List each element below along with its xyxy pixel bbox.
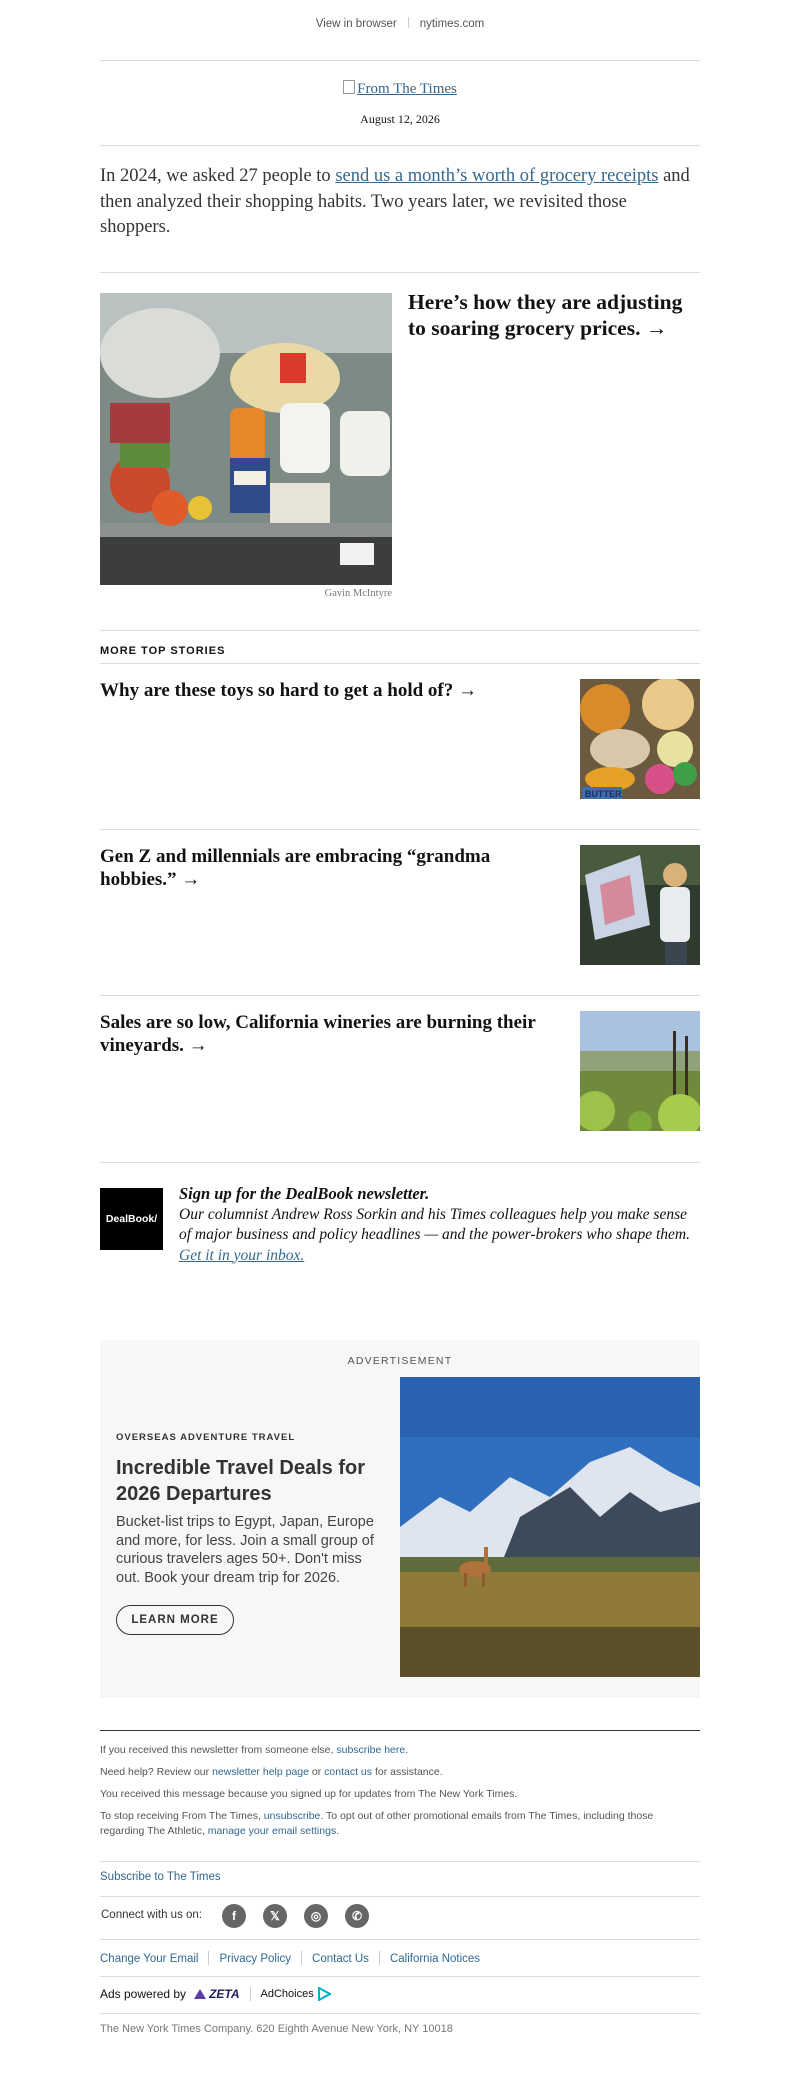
divider [100, 1162, 700, 1163]
story-headline[interactable]: Sales are so low, California wineries are burning their vineyards. → [100, 1012, 536, 1056]
learn-more-button[interactable]: LEARN MORE [116, 1605, 234, 1635]
section-label: MORE TOP STORIES [100, 645, 226, 657]
subscribe-here-link[interactable]: subscribe here [336, 1744, 406, 1756]
divider [100, 663, 700, 664]
contact-us-nav-link[interactable]: Contact Us [312, 1953, 369, 1965]
ad-label: ADVERTISEMENT [347, 1355, 453, 1367]
footer-nav [100, 1951, 480, 1965]
dealbook-heading: Sign up for the DealBook newsletter. [179, 1184, 430, 1203]
instagram-icon[interactable]: ◎ [304, 1904, 328, 1928]
footer-unsubscribe-text: To stop receiving From The Times, unsubscribe. To opt out of other promotional emails from The Times, including those regarding The Athletic, manage your email settings. [100, 1810, 654, 1837]
ad-brand: OVERSEAS ADVENTURE TRAVEL [116, 1432, 296, 1443]
adchoices-link[interactable]: AdChoices [261, 1987, 331, 2001]
story-headline[interactable]: Gen Z and millennials are embracing “grandma hobbies.” → [100, 846, 491, 890]
divider [100, 2013, 700, 2014]
divider [100, 995, 700, 996]
logo-link[interactable]: From The Times [357, 81, 457, 97]
zeta-icon [194, 1989, 206, 1999]
photo-credit: Gavin McIntyre [324, 588, 392, 599]
newsletter-logo[interactable] [0, 80, 800, 98]
adchoices-icon [317, 1987, 331, 2001]
manage-email-settings-link[interactable]: manage your email settings [207, 1825, 337, 1837]
whatsapp-icon[interactable]: ✆ [345, 1904, 369, 1928]
facebook-icon[interactable]: f [222, 1904, 246, 1928]
divider [408, 17, 409, 28]
ad-image[interactable] [400, 1377, 700, 1677]
california-notices-link[interactable]: California Notices [389, 1953, 481, 1965]
top-bar [0, 17, 800, 30]
x-icon[interactable]: 𝕏 [263, 1904, 287, 1928]
story-image[interactable] [580, 679, 700, 799]
change-email-link[interactable]: Change Your Email [100, 1953, 199, 1965]
unsubscribe-link[interactable]: unsubscribe [263, 1810, 321, 1822]
contact-us-link[interactable]: contact us [324, 1766, 373, 1778]
dealbook-body: Our columnist Andrew Ross Sorkin and his Times colleagues help you make sense of major business and policy headlines — and the power-brokers who shape them. [179, 1205, 691, 1243]
ad-body: Bucket-list trips to Egypt, Japan, Europe and more, for less. Join a small group of curious travelers ages 50+. Don't miss out. Book your dream trip for 2026. [116, 1514, 374, 1586]
connect-label: Connect with us on: [101, 1909, 203, 1921]
zeta-logo[interactable]: ZETA [194, 1987, 239, 2001]
footer-divider [100, 1730, 700, 1731]
company-address: The New York Times Company. 620 Eighth Avenue New York, NY 10018 [100, 2023, 453, 2035]
intro-paragraph: In 2024, we asked 27 people to send us a month’s worth of grocery receipts and then analyzed their shopping habits. Two years later, we revisited those shoppers. [100, 166, 690, 237]
privacy-policy-link[interactable]: Privacy Policy [219, 1953, 292, 1965]
dealbook-promo [179, 1184, 694, 1266]
divider [250, 1987, 251, 2001]
dealbook-signup-link[interactable]: Get it in your inbox. [179, 1246, 305, 1264]
newsletter-help-link[interactable]: newsletter help page [212, 1766, 309, 1778]
issue-date: August 12, 2026 [360, 112, 440, 126]
divider [100, 630, 700, 631]
grocery-receipts-link[interactable]: send us a month’s worth of grocery receipts [335, 166, 659, 186]
divider [100, 60, 700, 61]
feature-headline[interactable]: Here’s how they are adjusting to soaring grocery prices. → [408, 290, 683, 340]
divider [100, 1861, 700, 1862]
broken-image-icon [343, 80, 355, 94]
dealbook-logo: DealBook/ [100, 1188, 163, 1250]
feature-image[interactable] [100, 293, 392, 585]
divider [100, 829, 700, 830]
divider [100, 1939, 700, 1940]
view-in-browser-link[interactable]: View in browser [315, 18, 397, 30]
site-link[interactable]: nytimes.com [419, 18, 485, 30]
ads-powered-by: Ads powered by ZETA AdChoices [100, 1987, 331, 2001]
divider [100, 1896, 700, 1897]
toy-label: BUTTER [585, 789, 622, 799]
story-image[interactable] [580, 1011, 700, 1131]
footer-help-text: Need help? Review our newsletter help page or contact us for assistance. [100, 1766, 443, 1778]
story-headline[interactable]: Why are these toys so hard to get a hold of? → [100, 680, 478, 701]
divider [100, 145, 700, 146]
footer-subscribe-text: If you received this newsletter from someone else, subscribe here. [100, 1744, 409, 1756]
divider [100, 272, 700, 273]
footer-signup-reason: You received this message because you signed up for updates from The New York Times. [100, 1788, 518, 1800]
ad-headline[interactable]: Incredible Travel Deals for 2026 Departures [116, 1457, 365, 1505]
subscribe-to-times-link[interactable]: Subscribe to The Times [100, 1871, 221, 1883]
divider [100, 1976, 700, 1977]
story-image[interactable] [580, 845, 700, 965]
